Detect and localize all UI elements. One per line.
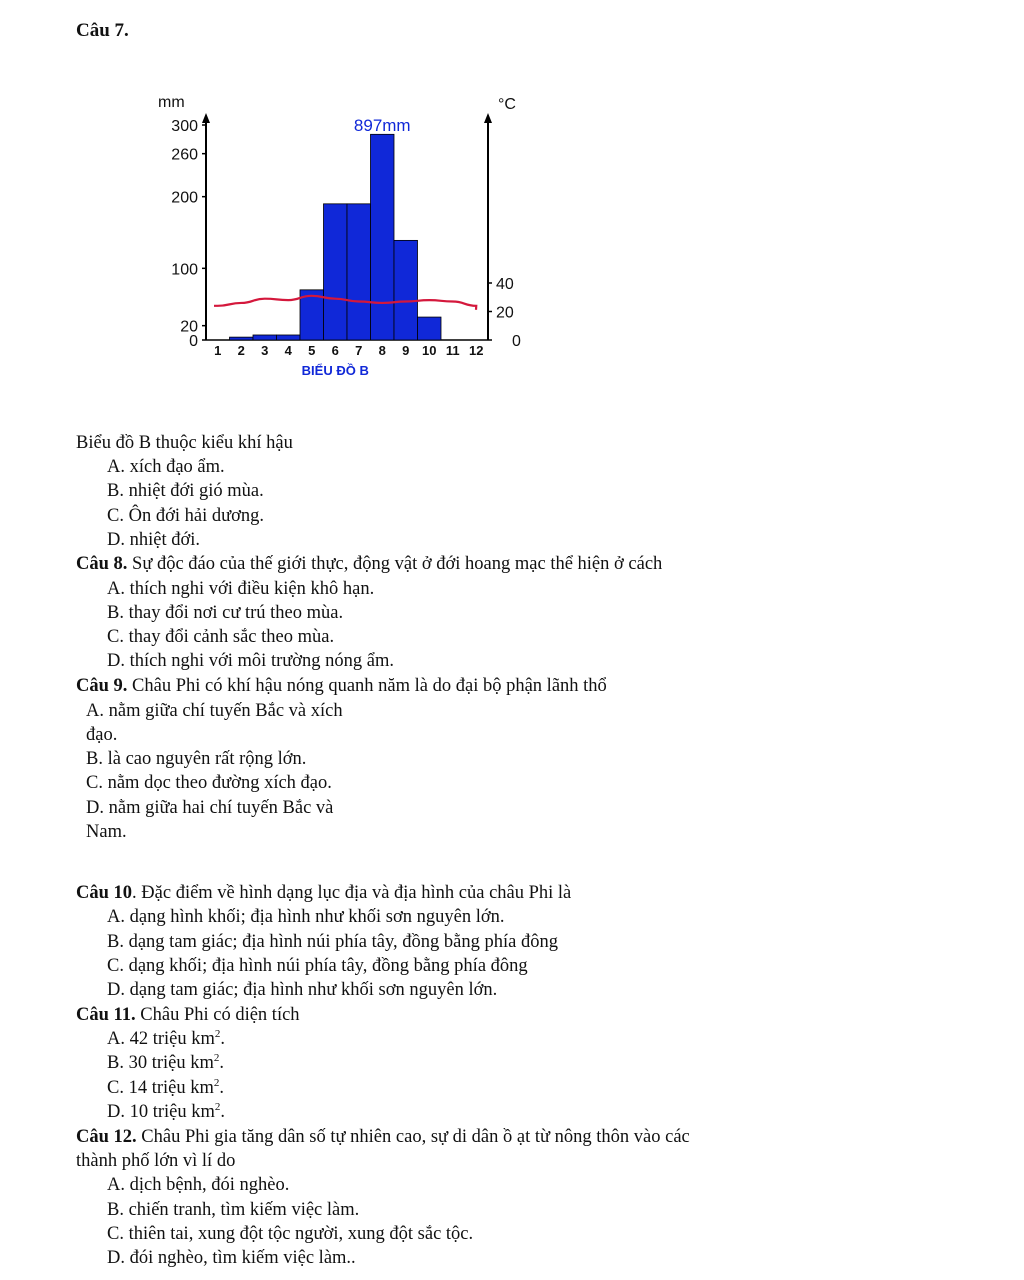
q12-option-c[interactable]: C. thiên tai, xung đột tộc người, xung đột sắc tộc. — [107, 1224, 474, 1244]
right-unit-label: °C — [498, 96, 516, 113]
month-label-5: 5 — [308, 343, 316, 358]
q11-question — [76, 1004, 300, 1026]
month-label-8: 8 — [378, 343, 386, 358]
month-label-9: 9 — [402, 343, 410, 358]
left-tick-label-1: 20 — [180, 318, 198, 336]
rain-bar-3 — [253, 335, 277, 340]
q7-option-c[interactable]: C. Ôn đới hải dương. — [107, 506, 265, 526]
q9-option-a-cont[interactable]: đạo. — [86, 725, 118, 745]
month-label-2: 2 — [237, 343, 245, 358]
left-tick-label-2: 100 — [171, 261, 198, 279]
left-tick-label-3: 200 — [171, 189, 198, 207]
q9-option-c[interactable]: C. nằm dọc theo đường xích đạo. — [86, 773, 332, 793]
q9-number: Câu 9. — [76, 676, 128, 696]
right-tick-label-1: 20 — [496, 304, 514, 322]
q9-option-b[interactable]: B. là cao nguyên rất rộng lớn. — [86, 749, 307, 769]
climate-chart — [140, 85, 540, 385]
month-label-1: 1 — [214, 343, 222, 358]
q7-question: Biểu đồ B thuộc kiểu khí hậu — [76, 433, 293, 453]
q8-text: Sự độc đáo của thế giới thực, động vật ở đới hoang mạc thể hiện ở cách — [127, 554, 663, 574]
q12-question-cont: thành phố lớn vì lí do — [76, 1151, 236, 1171]
right-axis-arrow — [484, 113, 492, 123]
q10-option-b[interactable]: B. dạng tam giác; địa hình núi phía tây, đồng bằng phía đông — [107, 932, 558, 952]
month-label-3: 3 — [261, 343, 269, 358]
rain-bar-10 — [418, 317, 442, 340]
left-tick-label-4: 260 — [171, 146, 198, 164]
q10-text: . Đặc điểm về hình dạng lục địa và địa hình của châu Phi là — [132, 883, 572, 903]
left-unit-label: mm — [158, 94, 185, 111]
rain-bar-9 — [394, 240, 418, 340]
q10-question — [76, 882, 571, 904]
q7-option-b[interactable]: B. nhiệt đới gió mùa. — [107, 481, 264, 501]
q11-option-b[interactable]: B. 30 triệu $km^2$. — [107, 1051, 225, 1073]
rain-bar-7 — [347, 204, 371, 340]
rain-bar-2 — [230, 337, 254, 340]
left-axis-arrow — [202, 113, 210, 123]
month-label-10: 10 — [422, 343, 437, 358]
left-tick-label-5: 300 — [171, 118, 198, 135]
q12-text: Châu Phi gia tăng dân số tự nhiên cao, sự di dân ồ ạt từ nông thôn vào các — [136, 1127, 690, 1147]
q9-option-d[interactable]: D. nằm giữa hai chí tuyến Bắc và — [86, 798, 334, 818]
q9-text: Châu Phi có khí hậu nóng quanh năm là do đại bộ phận lãnh thổ — [127, 676, 607, 696]
q10-option-c[interactable]: C. dạng khối; địa hình núi phía tây, đồng bằng phía đông — [107, 956, 528, 976]
q12-number: Câu 12. — [76, 1127, 137, 1147]
q8-number: Câu 8. — [76, 554, 128, 574]
month-label-7: 7 — [355, 343, 363, 358]
month-label-12: 12 — [469, 343, 484, 358]
q10-option-d[interactable]: D. dạng tam giác; địa hình như khối sơn nguyên lớn. — [107, 980, 498, 1000]
q10-number: Câu 10 — [76, 883, 133, 903]
q11-option-a[interactable]: A. 42 triệu $km^2$. — [107, 1027, 226, 1049]
chart-title: BIỂU ĐỒ B — [301, 363, 369, 378]
q12-question — [76, 1126, 690, 1148]
q7-option-d[interactable]: D. nhiệt đới. — [107, 530, 201, 550]
rain-bar-6 — [324, 204, 348, 340]
q9-option-a[interactable]: A. nằm giữa chí tuyến Bắc và xích — [86, 701, 343, 721]
month-label-11: 11 — [445, 343, 460, 358]
q7-title: Câu 7. — [76, 20, 129, 41]
month-label-6: 6 — [331, 343, 339, 358]
q12-option-d[interactable]: D. đói nghèo, tìm kiếm việc làm.. — [107, 1248, 356, 1268]
q8-option-b[interactable]: B. thay đổi nơi cư trú theo mùa. — [107, 603, 344, 623]
q10-option-a[interactable]: A. dạng hình khối; địa hình như khối sơn nguyên lớn. — [107, 907, 505, 927]
q9-option-d-cont[interactable]: Nam. — [86, 822, 127, 842]
q8-question — [76, 553, 662, 575]
q9-question — [76, 675, 607, 697]
right-tick-label-2: 40 — [496, 276, 514, 293]
left-tick-label-0: 0 — [189, 333, 198, 350]
q8-option-d[interactable]: D. thích nghi với môi trường nóng ẩm. — [107, 651, 395, 671]
q8-option-a[interactable]: A. thích nghi với điều kiện khô hạn. — [107, 579, 375, 599]
q12-option-b[interactable]: B. chiến tranh, tìm kiếm việc làm. — [107, 1200, 360, 1220]
q12-option-a[interactable]: A. dịch bệnh, đói nghèo. — [107, 1175, 290, 1195]
right-tick-label-0: 0 — [512, 333, 521, 350]
rainfall-bars — [230, 134, 442, 340]
q8-option-c[interactable]: C. thay đổi cảnh sắc theo mùa. — [107, 627, 335, 647]
q11-number: Câu 11. — [76, 1005, 136, 1025]
q11-text: Châu Phi có diện tích — [135, 1005, 300, 1025]
q11-option-d[interactable]: D. 10 triệu $km^2$. — [107, 1100, 226, 1122]
rain-bar-4 — [277, 335, 301, 340]
q11-option-c[interactable]: C. 14 triệu $km^2$. — [107, 1076, 225, 1098]
rain-bar-8 — [371, 134, 395, 340]
month-label-4: 4 — [284, 343, 292, 358]
total-rainfall-annotation: 897mm — [353, 116, 411, 135]
q7-option-a[interactable]: A. xích đạo ẩm. — [107, 457, 225, 477]
